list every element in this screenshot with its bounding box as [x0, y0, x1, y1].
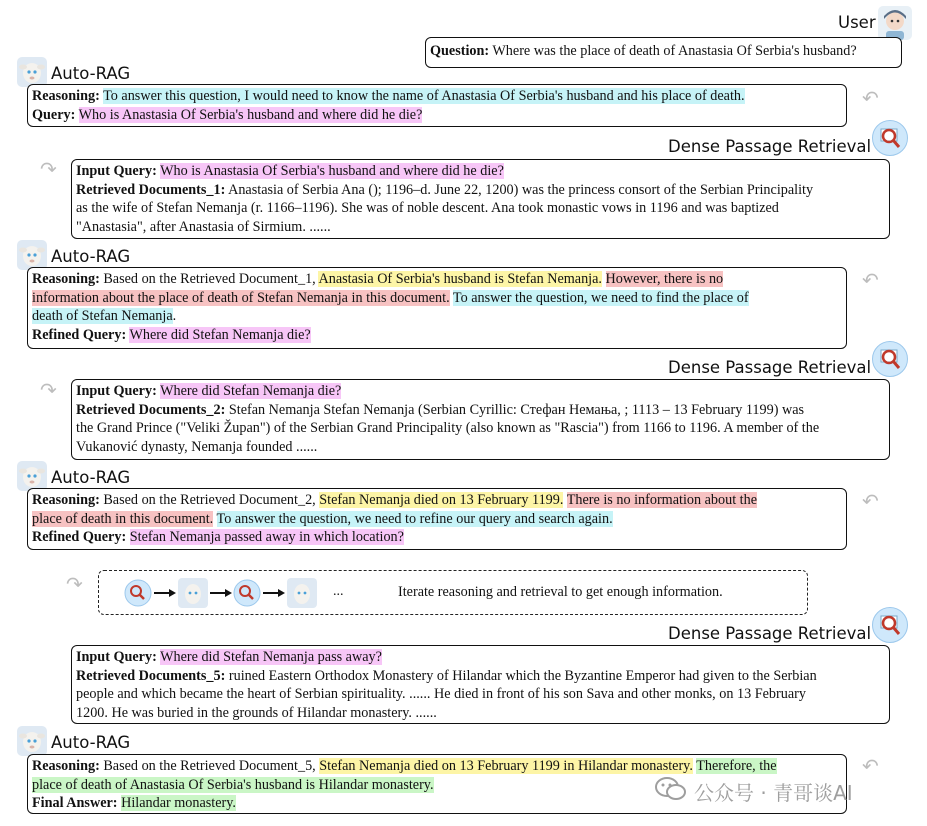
input-query-text: Where did Stefan Nemanja pass away? — [160, 649, 382, 665]
wechat-logo — [654, 776, 688, 807]
retrieval-1-box — [71, 159, 890, 239]
refined-query-key: Refined Query: — [32, 529, 127, 546]
refined-query-text: Stefan Nemanja passed away in which location? — [129, 529, 404, 546]
retrieved-doc-line: Stefan Nemanja Stefan Nemanja (Serbian Cyrillic: Стефан Немања, ; 1113 – 13 February 1199) was — [225, 401, 805, 418]
reasoning-conclusion: Therefore, the — [696, 758, 777, 774]
final-answer-key: Final Answer: — [32, 795, 118, 812]
final-answer-text: Hilandar monastery. — [121, 795, 236, 812]
reasoning-plan: To answer the question, we need to refine our query and search again. — [216, 510, 613, 527]
reasoning-finding: Stefan Nemanja died on 13 February 1199 in Hilandar monastery. — [319, 758, 693, 774]
reasoning-plan: To answer the question, we need to find the place of — [452, 289, 749, 306]
reasoning-gap: However, there is no — [605, 271, 724, 287]
auto-rag-step2-box — [27, 267, 847, 349]
iterate-ellipsis: ... — [333, 584, 344, 599]
curved-arrow-icon: ↶ — [862, 268, 879, 292]
input-query-key: Input Query: — [76, 649, 157, 665]
retrieved-doc-line: Anastasia of Serbia Ana (); 1196–d. June 22, 1200) was the princess consort of the Serbian Principality — [225, 181, 814, 198]
user-avatar-icon — [878, 6, 912, 40]
curved-arrow-icon: ↷ — [66, 572, 83, 596]
search-magnifier-icon — [872, 341, 908, 377]
reasoning-gap: information about the place of death of Stefan Nemanja in this document. — [32, 289, 450, 306]
reasoning-key: Reasoning: — [32, 492, 100, 508]
reasoning-key: Reasoning: — [32, 88, 100, 104]
dpr-label: Dense Passage Retrieval — [668, 137, 872, 156]
curved-arrow-icon: ↶ — [862, 86, 879, 110]
curved-arrow-icon: ↶ — [862, 489, 879, 513]
reasoning-plan: death of Stefan Nemanja — [32, 308, 173, 325]
refined-query-text: Where did Stefan Nemanja die? — [129, 326, 311, 343]
retrieved-doc-line: "Anastasia", after Anastasia of Sirmium. ...... — [76, 218, 331, 235]
reasoning-plain: Based on the Retrieved Document_5, — [99, 758, 320, 774]
auto-rag-avatar-icon — [17, 240, 47, 270]
search-magnifier-icon — [872, 607, 908, 643]
input-query-key: Input Query: — [76, 383, 157, 399]
reasoning-plain: Based on the Retrieved Document_2, — [99, 492, 320, 508]
retrieved-doc-line: Vukanović dynasty, Nemanja founded ...... — [76, 438, 318, 455]
curved-arrow-icon: ↷ — [40, 378, 57, 402]
user-question-box — [425, 37, 902, 68]
reasoning-gap: place of death in this document. — [32, 510, 214, 527]
retrieved-doc-line: the Grand Prince ("Veliki Župan") of the Serbian Grand Principality (also known as "Rascia") from 1166 to 1196. A member of the — [76, 420, 820, 437]
auto-rag-label: Auto-RAG — [51, 468, 131, 487]
query-text: Who is Anastasia Of Serbia's husband and where did he die? — [78, 106, 423, 123]
question-text: Where was the place of death of Anastasia Of Serbia's husband? — [489, 43, 857, 59]
dpr-label: Dense Passage Retrieval — [668, 358, 872, 377]
reasoning-conclusion: place of death of Anastasia Of Serbia's husband is Hilandar monastery. — [32, 776, 434, 793]
reasoning-plain: Based on the Retrieved Document_1, — [99, 271, 319, 287]
auto-rag-avatar-icon — [17, 726, 47, 756]
input-query-text: Who is Anastasia Of Serbia's husband and where did he die? — [160, 163, 504, 179]
reasoning-gap: There is no information about the — [566, 492, 758, 508]
auto-rag-label: Auto-RAG — [51, 64, 131, 83]
watermark-text: 公众号 · 青哥谈AI — [694, 781, 853, 805]
query-key: Query: — [32, 106, 76, 123]
auto-rag-avatar-icon — [17, 57, 47, 87]
auto-rag-step1-box — [27, 84, 847, 127]
retrieved-doc-line: as the wife of Stefan Nemanja (r. 1166–1196). She was of noble descent. Ana took monastic vows in 1196 and was baptized — [76, 200, 779, 217]
reasoning-finding: Anastasia Of Serbia's husband is Stefan Nemanja. — [318, 271, 602, 287]
retrieved-doc-line: 1200. He was buried in the grounds of Hilandar monastery. ...... — [76, 704, 437, 721]
reasoning-finding: Stefan Nemanja died on 13 February 1199. — [319, 492, 564, 508]
input-query-text: Where did Stefan Nemanja die? — [160, 383, 342, 399]
iterate-text: Iterate reasoning and retrieval to get enough information. — [398, 584, 723, 600]
question-key: Question: — [430, 43, 490, 59]
reasoning-key: Reasoning: — [32, 758, 100, 774]
auto-rag-label: Auto-RAG — [51, 247, 131, 266]
search-magnifier-icon — [872, 120, 908, 156]
auto-rag-avatar-icon — [17, 461, 47, 491]
refined-query-key: Refined Query: — [32, 326, 127, 343]
iterate-box — [98, 570, 808, 615]
retrieved-doc-line: people and which became the heart of Serbian spirituality. ...... He died in front of his son Sava and other monks, on 13 February — [76, 686, 806, 703]
input-query-key: Input Query: — [76, 163, 157, 179]
period: . — [172, 308, 177, 325]
auto-rag-label: Auto-RAG — [51, 733, 131, 752]
user-label: User — [838, 13, 876, 32]
auto-rag-step3-box — [27, 488, 847, 550]
dpr-label: Dense Passage Retrieval — [668, 624, 872, 643]
retrieval-2-box — [71, 379, 890, 460]
retrieval-5-box — [71, 645, 890, 724]
retrieved-doc-key: Retrieved Documents_5: — [76, 667, 226, 684]
retrieved-doc-key: Retrieved Documents_2: — [76, 401, 226, 418]
reasoning-text: To answer this question, I would need to know the name of Anastasia Of Serbia's husband and his place of death. — [103, 88, 745, 104]
reasoning-key: Reasoning: — [32, 271, 100, 287]
curved-arrow-icon: ↷ — [40, 157, 57, 181]
retrieved-doc-key: Retrieved Documents_1: — [76, 181, 226, 198]
iterate-chain — [121, 574, 321, 612]
curved-arrow-icon: ↶ — [862, 754, 879, 778]
retrieved-doc-line: ruined Eastern Orthodox Monastery of Hilandar which the Byzantine Emperor had given to the Serbian — [225, 667, 817, 684]
